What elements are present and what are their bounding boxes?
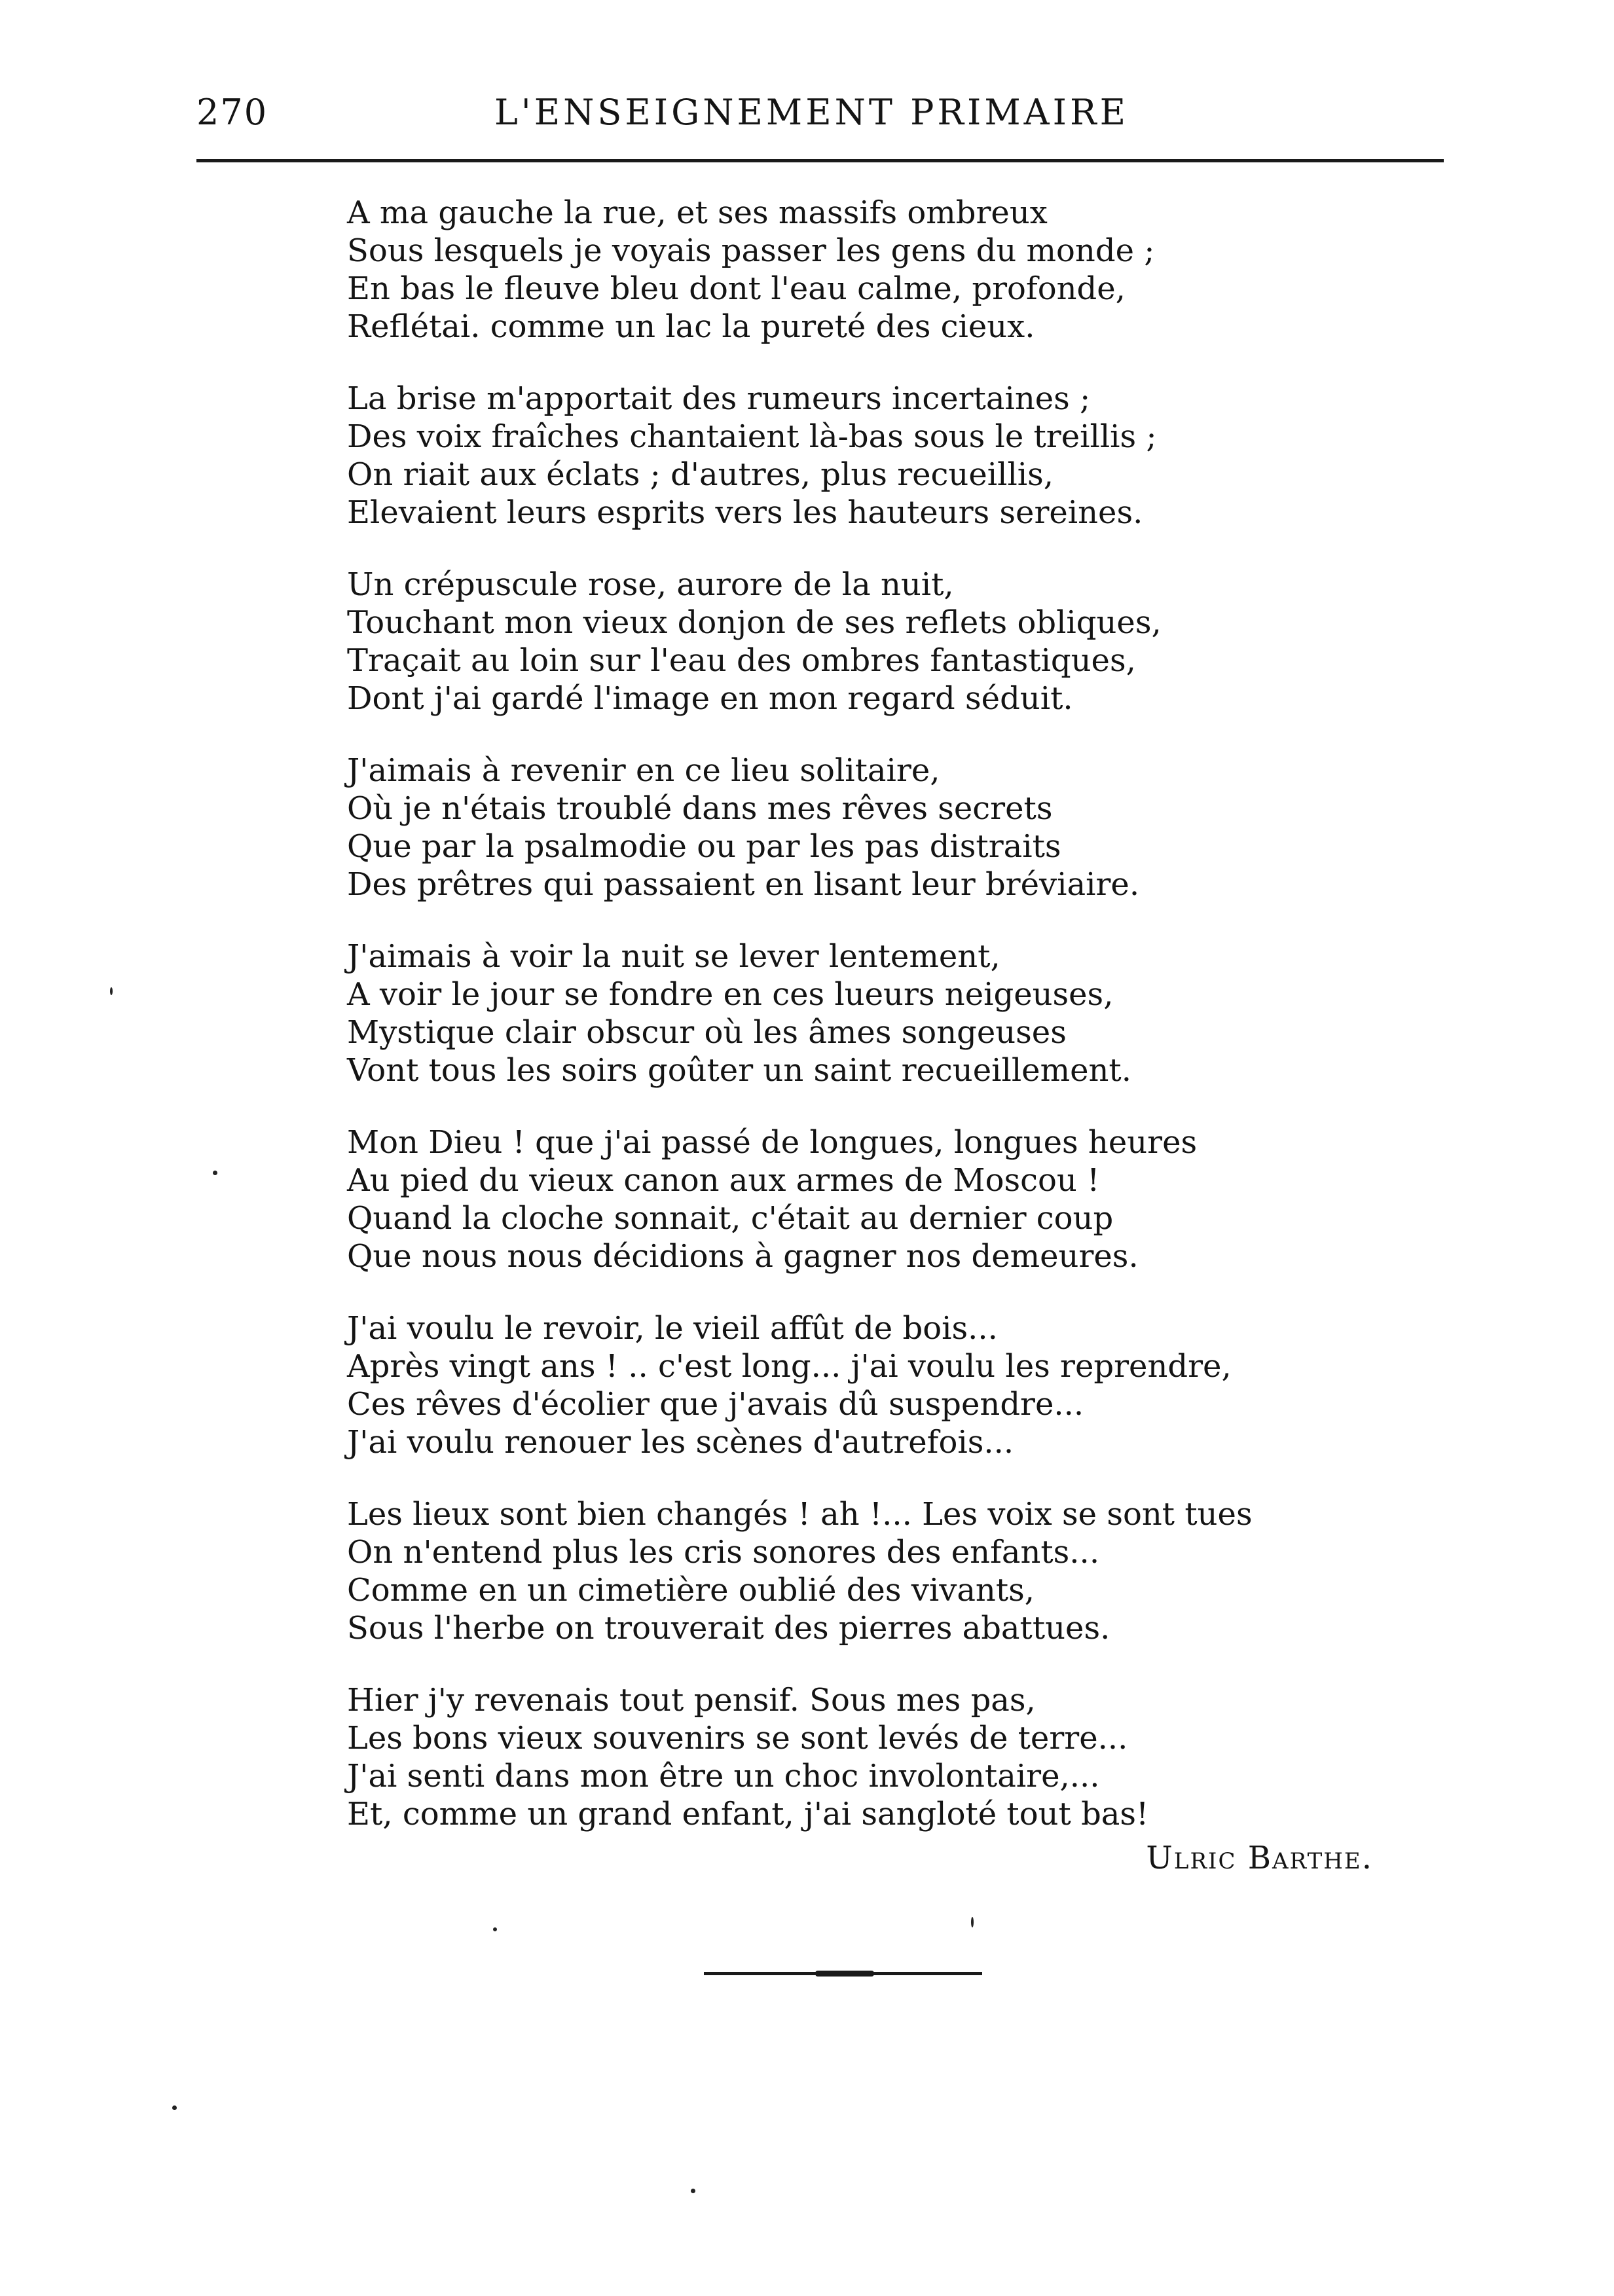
verse-line: La brise m'apportait des rumeurs incertaines ;: [347, 380, 1091, 417]
verse-line: Dont j'ai gardé l'image en mon regard séduit.: [347, 680, 1073, 717]
author-signature: Ulric Barthe.: [1146, 1840, 1373, 1876]
verse-line: Sous lesquels je voyais passer les gens du monde ;: [347, 232, 1155, 269]
stanza-9: [347, 1681, 1368, 1833]
verse-line: Mon Dieu ! que j'ai passé de longues, longues heures: [347, 1124, 1198, 1161]
verse-line: Reflétai. comme un lac la pureté des cieux.: [347, 308, 1035, 345]
verse-line: Des voix fraîches chantaient là-bas sous le treillis ;: [347, 418, 1157, 455]
stanza-5: [347, 938, 1368, 1089]
verse-line: J'aimais à voir la nuit se lever lentement,: [347, 938, 1000, 975]
ink-speck: [493, 1927, 497, 1931]
stanza-4: [347, 752, 1368, 903]
verse-line: A ma gauche la rue, et ses massifs ombreux: [347, 194, 1048, 231]
stanza-1: [347, 194, 1368, 346]
verse-line: Vont tous les soirs goûter un saint recueillement.: [347, 1052, 1131, 1089]
ink-speck: [213, 1171, 217, 1175]
verse-line: Et, comme un grand enfant, j'ai sangloté tout bas!: [347, 1796, 1149, 1832]
verse-line: Quand la cloche sonnait, c'était au dernier coup: [347, 1200, 1114, 1237]
ink-speck: [172, 2105, 177, 2110]
verse-line: Sous l'herbe on trouverait des pierres abattues.: [347, 1610, 1110, 1647]
verse-line: On n'entend plus les cris sonores des enfants...: [347, 1534, 1100, 1571]
verse-line: Que nous nous décidions à gagner nos demeures.: [347, 1238, 1139, 1275]
ink-speck: [110, 987, 113, 995]
running-title: L'ENSEIGNEMENT PRIMAIRE: [494, 92, 1129, 133]
verse-line: Les bons vieux souvenirs se sont levés de terre...: [347, 1720, 1128, 1757]
verse-line: Où je n'étais troublé dans mes rêves secrets: [347, 790, 1053, 827]
running-head: [196, 92, 1444, 144]
verse-line: Touchant mon vieux donjon de ses reflets obliques,: [347, 604, 1162, 641]
verse-line: Après vingt ans ! .. c'est long... j'ai voulu les reprendre,: [347, 1348, 1232, 1385]
verse-line: Mystique clair obscur où les âmes songeuses: [347, 1014, 1067, 1051]
page-number: 270: [196, 92, 268, 133]
verse-line: Les lieux sont bien changés ! ah !... Les voix se sont tues: [347, 1496, 1253, 1533]
verse-line: Elevaient leurs esprits vers les hauteurs sereines.: [347, 494, 1143, 531]
verse-line: Que par la psalmodie ou par les pas distraits: [347, 828, 1061, 865]
verse-line: J'ai voulu le revoir, le vieil affût de bois...: [347, 1310, 998, 1347]
stanza-6: [347, 1123, 1368, 1275]
verse-line: Ces rêves d'écolier que j'avais dû suspendre...: [347, 1386, 1084, 1423]
end-ornament-rule: [704, 1971, 982, 1976]
end-rule-swell: [815, 1971, 874, 1977]
stanza-2: [347, 380, 1368, 532]
ink-speck: [971, 1917, 974, 1927]
verse-line: Des prêtres qui passaient en lisant leur bréviaire.: [347, 866, 1140, 903]
verse-line: J'ai senti dans mon être un choc involontaire,...: [347, 1758, 1100, 1795]
stanza-3: [347, 566, 1368, 718]
verse-line: J'aimais à revenir en ce lieu solitaire,: [347, 752, 940, 789]
verse-line: On riait aux éclats ; d'autres, plus recueillis,: [347, 456, 1054, 493]
header-rule: [196, 159, 1444, 162]
verse-line: Traçait au loin sur l'eau des ombres fantastiques,: [347, 642, 1136, 679]
verse-line: Au pied du vieux canon aux armes de Moscou !: [347, 1162, 1100, 1199]
stanza-8: [347, 1495, 1368, 1647]
verse-line: J'ai voulu renouer les scènes d'autrefois...: [347, 1424, 1014, 1461]
verse-line: En bas le fleuve bleu dont l'eau calme, profonde,: [347, 270, 1126, 307]
ink-speck: [691, 2189, 695, 2193]
verse-line: Comme en un cimetière oublié des vivants,: [347, 1572, 1035, 1609]
verse-line: Hier j'y revenais tout pensif. Sous mes pas,: [347, 1682, 1036, 1719]
stanza-7: [347, 1309, 1368, 1461]
poem: [347, 194, 1368, 1867]
verse-line: Un crépuscule rose, aurore de la nuit,: [347, 566, 954, 603]
verse-line: A voir le jour se fondre en ces lueurs neigeuses,: [347, 976, 1114, 1013]
